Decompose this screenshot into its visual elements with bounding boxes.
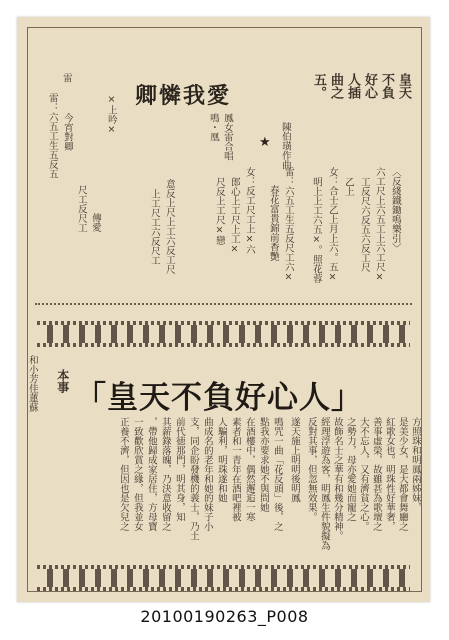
story-col-14: 素者和一青年在酒吧裡被 <box>229 417 241 522</box>
lyric-col-k: 意反上尺上工六反工尺 <box>163 179 175 274</box>
singers-line: 鳳女雷合唱 <box>221 113 233 161</box>
story-col-1: 方照珠和明鳳兩姊妹， <box>409 417 421 512</box>
story-title: 「皇天不負好心人」 <box>75 380 363 416</box>
song-title-col-3: 好心 <box>361 73 377 99</box>
song-title-col-2: 不負 <box>378 73 394 99</box>
lyric-col-n: 今宵對卿 <box>61 113 73 151</box>
story-col-16: 曲成名的老年和她的妹子小 <box>201 417 213 531</box>
song-title-col-4: 人插 <box>344 73 360 99</box>
story-col-5: 大不忘人，又有濟貧之心。 <box>357 417 369 531</box>
song-title-col-6: 五。 <box>310 73 326 99</box>
story-col-18: 前代徳那門，明其身，知 <box>173 417 185 522</box>
lyric-col-g: 春花富貴錦前香艷 <box>267 185 279 261</box>
dotted-divider <box>35 303 412 305</box>
story-col-2: 是美少女，是大都會舞廳之 <box>396 417 408 531</box>
story-col-13: 在酒樓中，偶然邂逅一寒 <box>243 417 255 522</box>
lyric-col-i: 郎心上工尺上工× <box>228 177 240 255</box>
story-label: 本事 <box>55 369 70 393</box>
story-col-9: 反對其事，但忽無效果。 <box>305 417 317 522</box>
star-icon: ★ <box>259 135 271 150</box>
story-col-4: 善事虛榮，故雖甚為歌壇之 <box>370 417 382 531</box>
story-col-20: ，帶他歸成家居住，方母寶 <box>145 417 157 531</box>
story-col-21: 一致歡欣賞之緣，但我並女 <box>131 417 143 531</box>
archive-caption: 20100190263_P008 <box>140 607 309 626</box>
lyric-col-l: 上工尺工六反尺工 <box>148 189 160 265</box>
side-label: 和小芳佳蓮蘇 <box>26 355 38 412</box>
story-col-8: 經理浮遊為客，明鳳生件貌擬為 <box>318 417 330 550</box>
story-col-15: 人騙利，明珠遂和她 <box>215 417 227 503</box>
lyric-col-q: ×上吟× <box>105 94 117 135</box>
story-col-12: 點我亦要求她不與問她 <box>257 417 269 512</box>
ornament-band-bottom <box>37 565 410 591</box>
lyric-col-a: 六工尺上六五工上六工尺× <box>373 167 385 283</box>
lyric-col-p: 傳愛 <box>89 213 101 232</box>
lyric-col-e: 明上上工六五×。照花蓉 <box>310 177 322 283</box>
story-col-6: 之勢力，母亦愛她而寵之 <box>344 417 356 522</box>
song-title-col-1: 皇天 <box>395 73 411 99</box>
story-col-11: 鳴咒一曲「花反頭」後，之 <box>271 417 283 531</box>
lyric-col-j: 尺反上工尺×戀 <box>213 177 225 245</box>
song-sheet-page <box>17 17 430 602</box>
story-col-10: 遂天施上明明後明鳳 <box>288 417 300 503</box>
lyric-col-b: 工反尺六反五六反工尺 <box>358 177 370 272</box>
singers-line-2: 鳴・凰 <box>207 113 219 142</box>
lyric-col-f: 雷：六五工生五反尺工六× <box>282 167 294 283</box>
lyric-col-c: 乙上 <box>342 177 354 196</box>
composer-credit: 陳伯璜作曲 <box>279 122 291 170</box>
song-headline: 卿憐我愛 <box>135 83 232 109</box>
lyric-col-h: 女：反工尺工上×六 <box>243 167 255 254</box>
song-title-col-5: 曲之 <box>327 73 343 99</box>
singer-label-lei: 雷 <box>60 73 72 83</box>
ornament-band-top <box>37 321 410 347</box>
lyric-col-m: 雷：六五工生五反五 <box>46 93 58 179</box>
lyric-col-o: 尺工反尺工 <box>75 185 87 233</box>
lyric-intro: 〈反綫鐵鋤鳴樂引〉 <box>389 167 401 253</box>
story-col-19: 其薪錄落魄，乃決意收留之 <box>159 417 171 531</box>
story-col-17: 支，同企盼發機的義士，乃土 <box>187 417 199 541</box>
story-col-22: 正養不濟，但因也是欠兒之 <box>117 417 129 531</box>
story-col-7: 故飾名士之華有和幾分精神。 <box>331 417 343 541</box>
story-col-3: 紅歌女也。明珠性好華奢， <box>383 417 395 531</box>
lyric-col-d: 女：合士乙上月上六。五× <box>326 167 338 283</box>
